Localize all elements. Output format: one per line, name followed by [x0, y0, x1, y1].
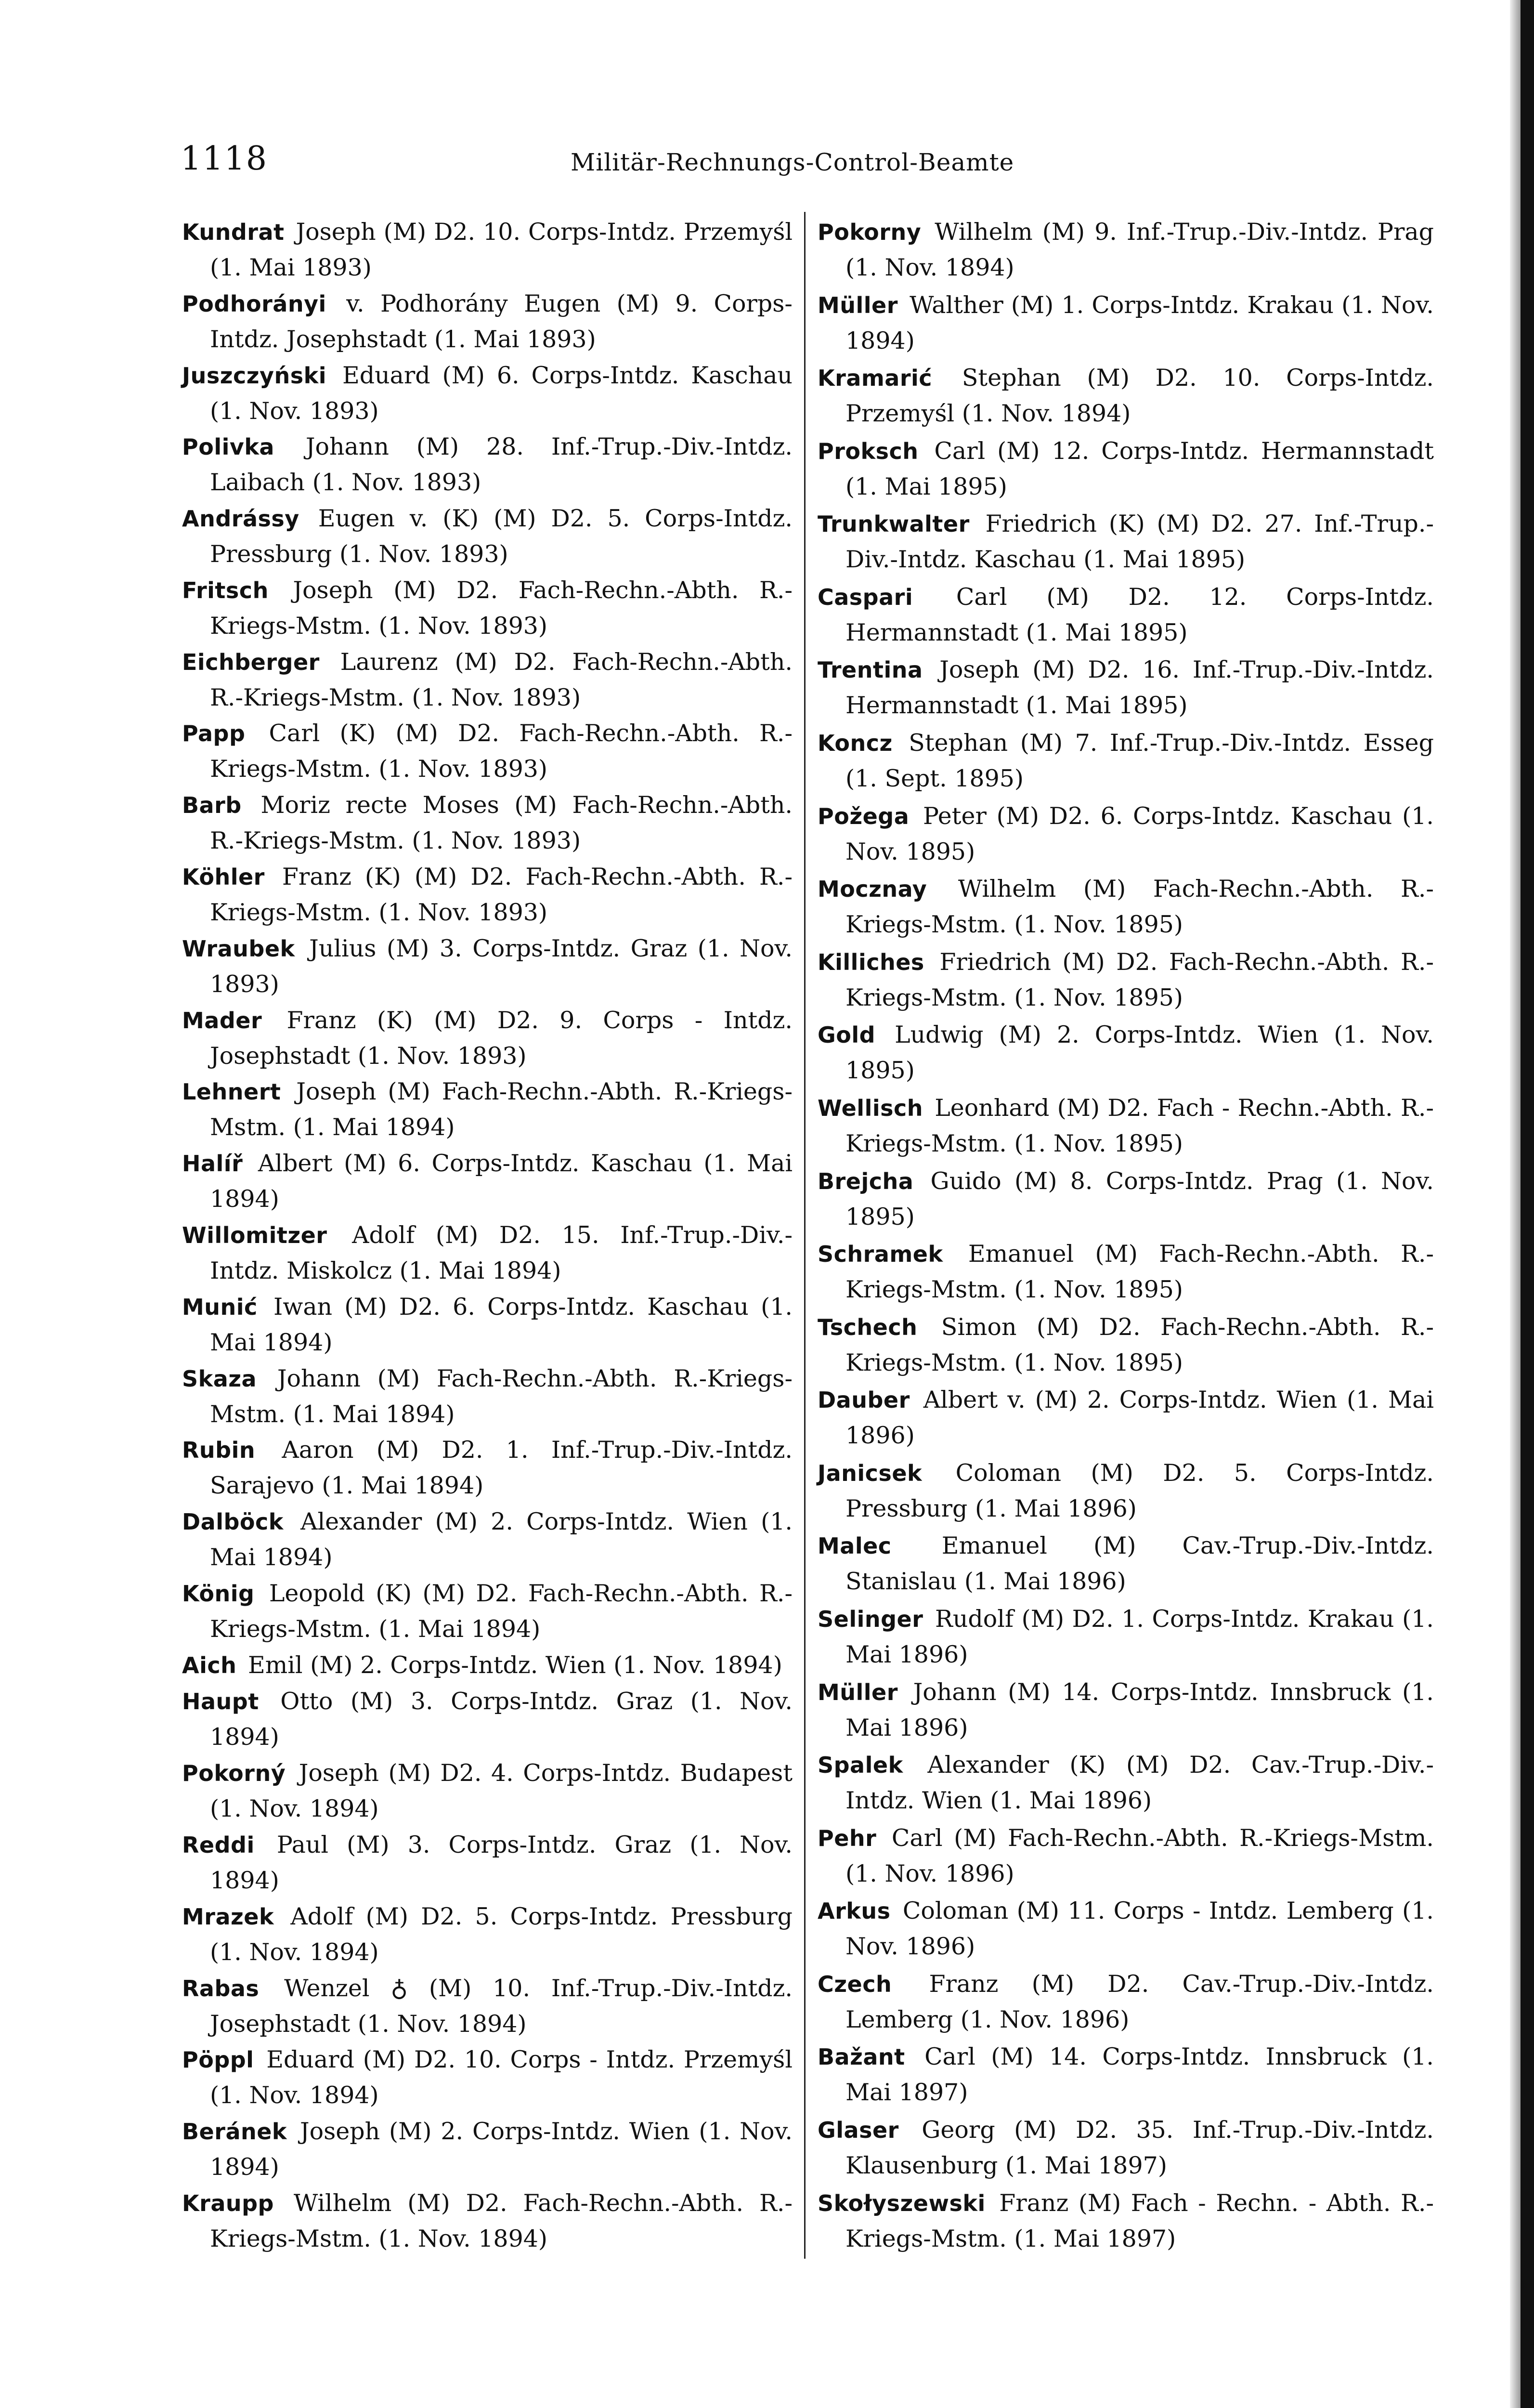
register-entry — [182, 931, 793, 1002]
entry-surname: Podhorányi — [182, 290, 326, 317]
register-entry — [182, 1217, 793, 1288]
entry-details: Eduard (M) D2. 10. Corps - Intdz. Przemyśl (1. Nov. 1894) — [210, 2046, 793, 2109]
entry-surname: Tschech — [818, 1314, 918, 1340]
entry-details: Emil (M) 2. Corps-Intdz. Wien (1. Nov. 1894) — [247, 1651, 782, 1679]
entry-surname: Požega — [818, 803, 910, 829]
register-entry — [818, 1820, 1434, 1891]
register-entry — [818, 1601, 1434, 1672]
entry-surname: Spalek — [818, 1752, 903, 1779]
register-entry — [182, 1432, 793, 1503]
register-entry — [818, 1455, 1434, 1526]
entry-details: Moriz recte Moses (M) Fach-Rechn.-Abth. R.-Kriegs-Mstm. (1. Nov. 1893) — [210, 791, 793, 855]
register-entry — [182, 573, 793, 643]
entry-details: Leonhard (M) D2. Fach - Rechn.-Abth. R.-Kriegs-Mstm. (1. Nov. 1895) — [845, 1094, 1434, 1157]
entry-surname: Dauber — [818, 1387, 910, 1413]
entry-details: Rudolf (M) D2. 1. Corps-Intdz. Krakau (1. Mai 1896) — [845, 1605, 1434, 1668]
entry-surname: Rabas — [182, 1975, 260, 2002]
entry-details: Wenzel ♁ (M) 10. Inf.-Trup.-Div.-Intdz. Josephstadt (1. Nov. 1894) — [210, 1974, 793, 2038]
page-edge-border — [1521, 0, 1534, 2408]
register-entry — [182, 1684, 793, 1754]
entry-details: Franz (K) (M) D2. Fach-Rechn.-Abth. R.-Kriegs-Mstm. (1. Nov. 1893) — [210, 863, 793, 927]
entry-surname: Koncz — [818, 730, 893, 757]
entry-details: Johann (M) 14. Corps-Intdz. Innsbruck (1. Mai 1896) — [845, 1678, 1434, 1741]
register-entry — [818, 506, 1434, 577]
register-entry — [818, 433, 1434, 504]
register-entry — [818, 579, 1434, 650]
entry-details: Joseph (M) D2. 4. Corps-Intdz. Budapest (1. Nov. 1894) — [210, 1759, 793, 1823]
entry-surname: Caspari — [818, 584, 913, 610]
entry-surname: Munić — [182, 1294, 258, 1320]
entry-details: v. Podhorány Eugen (M) 9. Corps-Intdz. Josephstadt (1. Mai 1893) — [210, 289, 793, 353]
entry-surname: Brejcha — [818, 1168, 914, 1194]
entry-surname: Haupt — [182, 1688, 259, 1715]
entry-details: Aaron (M) D2. 1. Inf.-Trup.-Div.-Intdz. Sarajevo (1. Mai 1894) — [210, 1436, 793, 1500]
register-entry — [182, 1504, 793, 1575]
register-entry — [818, 2186, 1434, 2256]
entry-details: Albert v. (M) 2. Corps-Intdz. Wien (1. Mai 1896) — [845, 1386, 1434, 1450]
entry-details: Wilhelm (M) 9. Inf.-Trup.-Div.-Intdz. Prag (1. Nov. 1894) — [845, 218, 1434, 281]
register-entry — [818, 798, 1434, 869]
register-entry — [818, 944, 1434, 1015]
entry-details: Otto (M) 3. Corps-Intdz. Graz (1. Nov. 1894) — [210, 1688, 793, 1751]
register-entry — [818, 2112, 1434, 2183]
entry-details: Eduard (M) 6. Corps-Intdz. Kaschau (1. Nov. 1893) — [210, 361, 793, 425]
entry-surname: Kundrat — [182, 219, 285, 245]
entry-details: Stephan (M) 7. Inf.-Trup.-Div.-Intdz. Esseg (1. Sept. 1895) — [845, 729, 1434, 793]
entry-surname: Fritsch — [182, 577, 269, 603]
entry-details: Carl (M) D2. 12. Corps-Intdz. Hermannstadt (1. Mai 1895) — [845, 583, 1434, 646]
register-entry — [182, 358, 793, 429]
register-entry — [182, 1576, 793, 1647]
entry-details: Friedrich (K) (M) D2. 27. Inf.-Trup.-Div.-Intdz. Kaschau (1. Mai 1895) — [845, 510, 1434, 574]
register-entry — [818, 1382, 1434, 1453]
register-entry — [182, 1146, 793, 1217]
entry-surname: Malec — [818, 1533, 892, 1559]
entry-details: Carl (M) Fach-Rechn.-Abth. R.-Kriegs-Mstm. (1. Nov. 1896) — [845, 1824, 1434, 1887]
register-entry — [182, 787, 793, 858]
register-entry — [182, 1971, 793, 2042]
register-entry — [182, 2186, 793, 2256]
entry-surname: Aich — [182, 1652, 237, 1678]
entry-surname: Wraubek — [182, 935, 295, 962]
register-entry — [818, 652, 1434, 723]
register-entry — [182, 644, 793, 715]
entry-details: Carl (M) 14. Corps-Intdz. Innsbruck (1. Mai 1897) — [845, 2043, 1434, 2107]
register-entry — [818, 2039, 1434, 2110]
entry-surname: Mocznay — [818, 876, 927, 903]
register-entry — [182, 286, 793, 357]
entry-surname: König — [182, 1580, 255, 1607]
entry-surname: Reddi — [182, 1832, 255, 1858]
entry-details: Guido (M) 8. Corps-Intdz. Prag (1. Nov. 1895) — [845, 1167, 1434, 1230]
entry-surname: Janicsek — [818, 1460, 923, 1486]
entry-details: Adolf (M) D2. 15. Inf.-Trup.-Div.-Intdz. Miskolcz (1. Mai 1894) — [210, 1221, 793, 1284]
register-entry — [818, 288, 1434, 358]
entry-details: Peter (M) D2. 6. Corps-Intdz. Kaschau (1. Nov. 1895) — [845, 802, 1434, 865]
entry-surname: Proksch — [818, 438, 919, 464]
entry-details: Walther (M) 1. Corps-Intdz. Krakau (1. Nov. 1894) — [845, 291, 1434, 354]
entry-surname: Müller — [818, 1679, 898, 1705]
column-divider — [804, 212, 806, 2259]
register-entry — [182, 859, 793, 930]
entry-details: Iwan (M) D2. 6. Corps-Intdz. Kaschau (1. Mai 1894) — [210, 1293, 793, 1356]
register-entry — [182, 214, 793, 285]
entry-details: Wilhelm (M) Fach-Rechn.-Abth. R.-Kriegs-Mstm. (1. Nov. 1895) — [845, 875, 1434, 939]
entry-surname: Andrássy — [182, 506, 299, 532]
register-entry — [182, 501, 793, 572]
entry-details: Julius (M) 3. Corps-Intdz. Graz (1. Nov. 1893) — [210, 934, 793, 998]
register-entry — [182, 1827, 793, 1898]
register-entry — [182, 1755, 793, 1826]
register-entry — [818, 1966, 1434, 2037]
register-entry — [182, 1648, 793, 1683]
register-entry — [182, 1289, 793, 1360]
entry-surname: Kramarić — [818, 365, 933, 392]
register-entry — [818, 1164, 1434, 1234]
register-entry — [182, 429, 793, 500]
register-entry — [818, 214, 1434, 285]
register-entry — [818, 1017, 1434, 1088]
entry-details: Franz (K) (M) D2. 9. Corps - Intdz. Josephstadt (1. Nov. 1893) — [210, 1006, 793, 1070]
entry-surname: Pöppl — [182, 2047, 254, 2073]
entry-surname: Polivka — [182, 434, 274, 460]
register-entry — [818, 1893, 1434, 1964]
running-title: Militär-Rechnungs-Control-Beamte — [571, 148, 1014, 176]
entry-surname: Barb — [182, 792, 242, 819]
register-entry — [182, 2114, 793, 2185]
entry-details: Franz (M) D2. Cav.-Trup.-Div.-Intdz. Lemberg (1. Nov. 1896) — [845, 1970, 1434, 2033]
entry-details: Joseph (M) D2. 16. Inf.-Trup.-Div.-Intdz. Hermannstadt (1. Mai 1895) — [845, 656, 1434, 720]
entry-surname: Skołyszewski — [818, 2190, 986, 2216]
entry-details: Franz (M) Fach - Rechn. - Abth. R.-Kriegs-Mstm. (1. Mai 1897) — [845, 2189, 1434, 2252]
entry-surname: Schramek — [818, 1241, 943, 1268]
entry-details: Carl (K) (M) D2. Fach-Rechn.-Abth. R.-Kriegs-Mstm. (1. Nov. 1893) — [210, 720, 793, 783]
entry-details: Joseph (M) Fach-Rechn.-Abth. R.-Kriegs-Mstm. (1. Mai 1894) — [210, 1078, 793, 1141]
register-entry — [818, 360, 1434, 431]
entry-details: Coloman (M) D2. 5. Corps-Intdz. Pressburg (1. Mai 1896) — [845, 1459, 1434, 1522]
entry-details: Carl (M) 12. Corps-Intdz. Hermannstadt (1. Mai 1895) — [845, 437, 1434, 500]
register-entry — [182, 1074, 793, 1145]
entry-details: Emanuel (M) Cav.-Trup.-Div.-Intdz. Stanislau (1. Mai 1896) — [845, 1532, 1434, 1596]
entry-details: Albert (M) 6. Corps-Intdz. Kaschau (1. Mai 1894) — [210, 1150, 793, 1213]
register-entry — [818, 1747, 1434, 1818]
register-entry — [182, 2042, 793, 2113]
entry-surname: Gold — [818, 1022, 876, 1048]
entry-details: Friedrich (M) D2. Fach-Rechn.-Abth. R.-Kriegs-Mstm. (1. Nov. 1895) — [845, 948, 1434, 1011]
entry-details: Georg (M) D2. 35. Inf.-Trup.-Div.-Intdz. Klausenburg (1. Mai 1897) — [845, 2116, 1434, 2180]
register-entry — [818, 1236, 1434, 1307]
entry-details: Joseph (M) D2. 10. Corps-Intdz. Przemyśl (1. Mai 1893) — [210, 218, 793, 281]
register-entry — [818, 871, 1434, 942]
entry-surname: Trunkwalter — [818, 511, 970, 537]
entry-surname: Halíř — [182, 1151, 243, 1177]
entry-surname: Czech — [818, 1971, 892, 1997]
entry-surname: Mrazek — [182, 1903, 274, 1930]
entry-details: Joseph (M) D2. Fach-Rechn.-Abth. R.-Kriegs-Mstm. (1. Nov. 1893) — [210, 576, 793, 640]
entry-surname: Pokorný — [182, 1760, 286, 1787]
entry-surname: Pehr — [818, 1825, 877, 1851]
entry-surname: Lehnert — [182, 1079, 281, 1105]
entry-surname: Juszczyński — [182, 362, 327, 389]
left-column — [182, 214, 793, 2256]
entry-details: Eugen v. (K) (M) D2. 5. Corps-Intdz. Pressburg (1. Nov. 1893) — [210, 505, 793, 568]
entry-details: Joseph (M) 2. Corps-Intdz. Wien (1. Nov. 1894) — [210, 2118, 793, 2181]
entry-surname: Glaser — [818, 2117, 899, 2144]
entry-surname: Willomitzer — [182, 1222, 327, 1248]
entry-surname: Kraupp — [182, 2190, 274, 2216]
entry-surname: Trentina — [818, 657, 923, 683]
entry-surname: Skaza — [182, 1365, 257, 1392]
entry-surname: Mader — [182, 1007, 262, 1034]
entry-details: Emanuel (M) Fach-Rechn.-Abth. R.-Kriegs-Mstm. (1. Nov. 1895) — [845, 1240, 1434, 1304]
register-entry — [182, 716, 793, 786]
entry-details: Alexander (M) 2. Corps-Intdz. Wien (1. Mai 1894) — [210, 1508, 793, 1571]
entry-details: Johann (M) 28. Inf.-Trup.-Div.-Intdz. Laibach (1. Nov. 1893) — [210, 433, 793, 497]
entry-details: Ludwig (M) 2. Corps-Intdz. Wien (1. Nov. 1895) — [845, 1021, 1434, 1085]
page-header — [181, 140, 1449, 193]
page-edge-shading — [1510, 0, 1521, 2408]
entry-surname: Wellisch — [818, 1095, 923, 1121]
register-entry — [818, 725, 1434, 796]
entry-surname: Arkus — [818, 1898, 891, 1924]
register-entry — [818, 1528, 1434, 1599]
entry-surname: Köhler — [182, 864, 265, 890]
entry-surname: Bažant — [818, 2044, 905, 2070]
register-entry — [818, 1090, 1434, 1161]
entry-details: Alexander (K) (M) D2. Cav.-Trup.-Div.-Intdz. Wien (1. Mai 1896) — [845, 1751, 1434, 1815]
right-column — [818, 214, 1434, 2256]
entry-surname: Beránek — [182, 2119, 287, 2145]
entry-surname: Rubin — [182, 1437, 256, 1464]
entry-details: Adolf (M) D2. 5. Corps-Intdz. Pressburg (1. Nov. 1894) — [210, 1902, 793, 1966]
entry-surname: Pokorny — [818, 219, 922, 245]
register-entry — [182, 1003, 793, 1073]
entry-details: Simon (M) D2. Fach-Rechn.-Abth. R.-Kriegs-Mstm. (1. Nov. 1895) — [845, 1313, 1434, 1376]
entry-surname: Müller — [818, 292, 898, 318]
entry-details: Paul (M) 3. Corps-Intdz. Graz (1. Nov. 1894) — [210, 1831, 793, 1894]
entry-details: Coloman (M) 11. Corps - Intdz. Lemberg (1. Nov. 1896) — [845, 1897, 1434, 1961]
register-entry — [818, 1309, 1434, 1380]
entry-details: Leopold (K) (M) D2. Fach-Rechn.-Abth. R.-Kriegs-Mstm. (1. Mai 1894) — [210, 1579, 793, 1643]
entry-surname: Papp — [182, 720, 246, 747]
register-entry — [182, 1899, 793, 1970]
entry-surname: Killiches — [818, 949, 924, 975]
register-entry — [818, 1675, 1434, 1745]
page-number: 1118 — [181, 140, 268, 178]
entry-details: Johann (M) Fach-Rechn.-Abth. R.-Kriegs-Mstm. (1. Mai 1894) — [210, 1364, 793, 1428]
register-entry — [182, 1361, 793, 1432]
entry-details: Stephan (M) D2. 10. Corps-Intdz. Przemyśl (1. Nov. 1894) — [845, 364, 1434, 428]
entry-surname: Dalböck — [182, 1509, 284, 1535]
entry-surname: Selinger — [818, 1606, 923, 1632]
entry-details: Laurenz (M) D2. Fach-Rechn.-Abth. R.-Kriegs-Mstm. (1. Nov. 1893) — [210, 648, 793, 711]
entry-surname: Eichberger — [182, 649, 320, 675]
entry-details: Wilhelm (M) D2. Fach-Rechn.-Abth. R.-Kriegs-Mstm. (1. Nov. 1894) — [210, 2189, 793, 2252]
